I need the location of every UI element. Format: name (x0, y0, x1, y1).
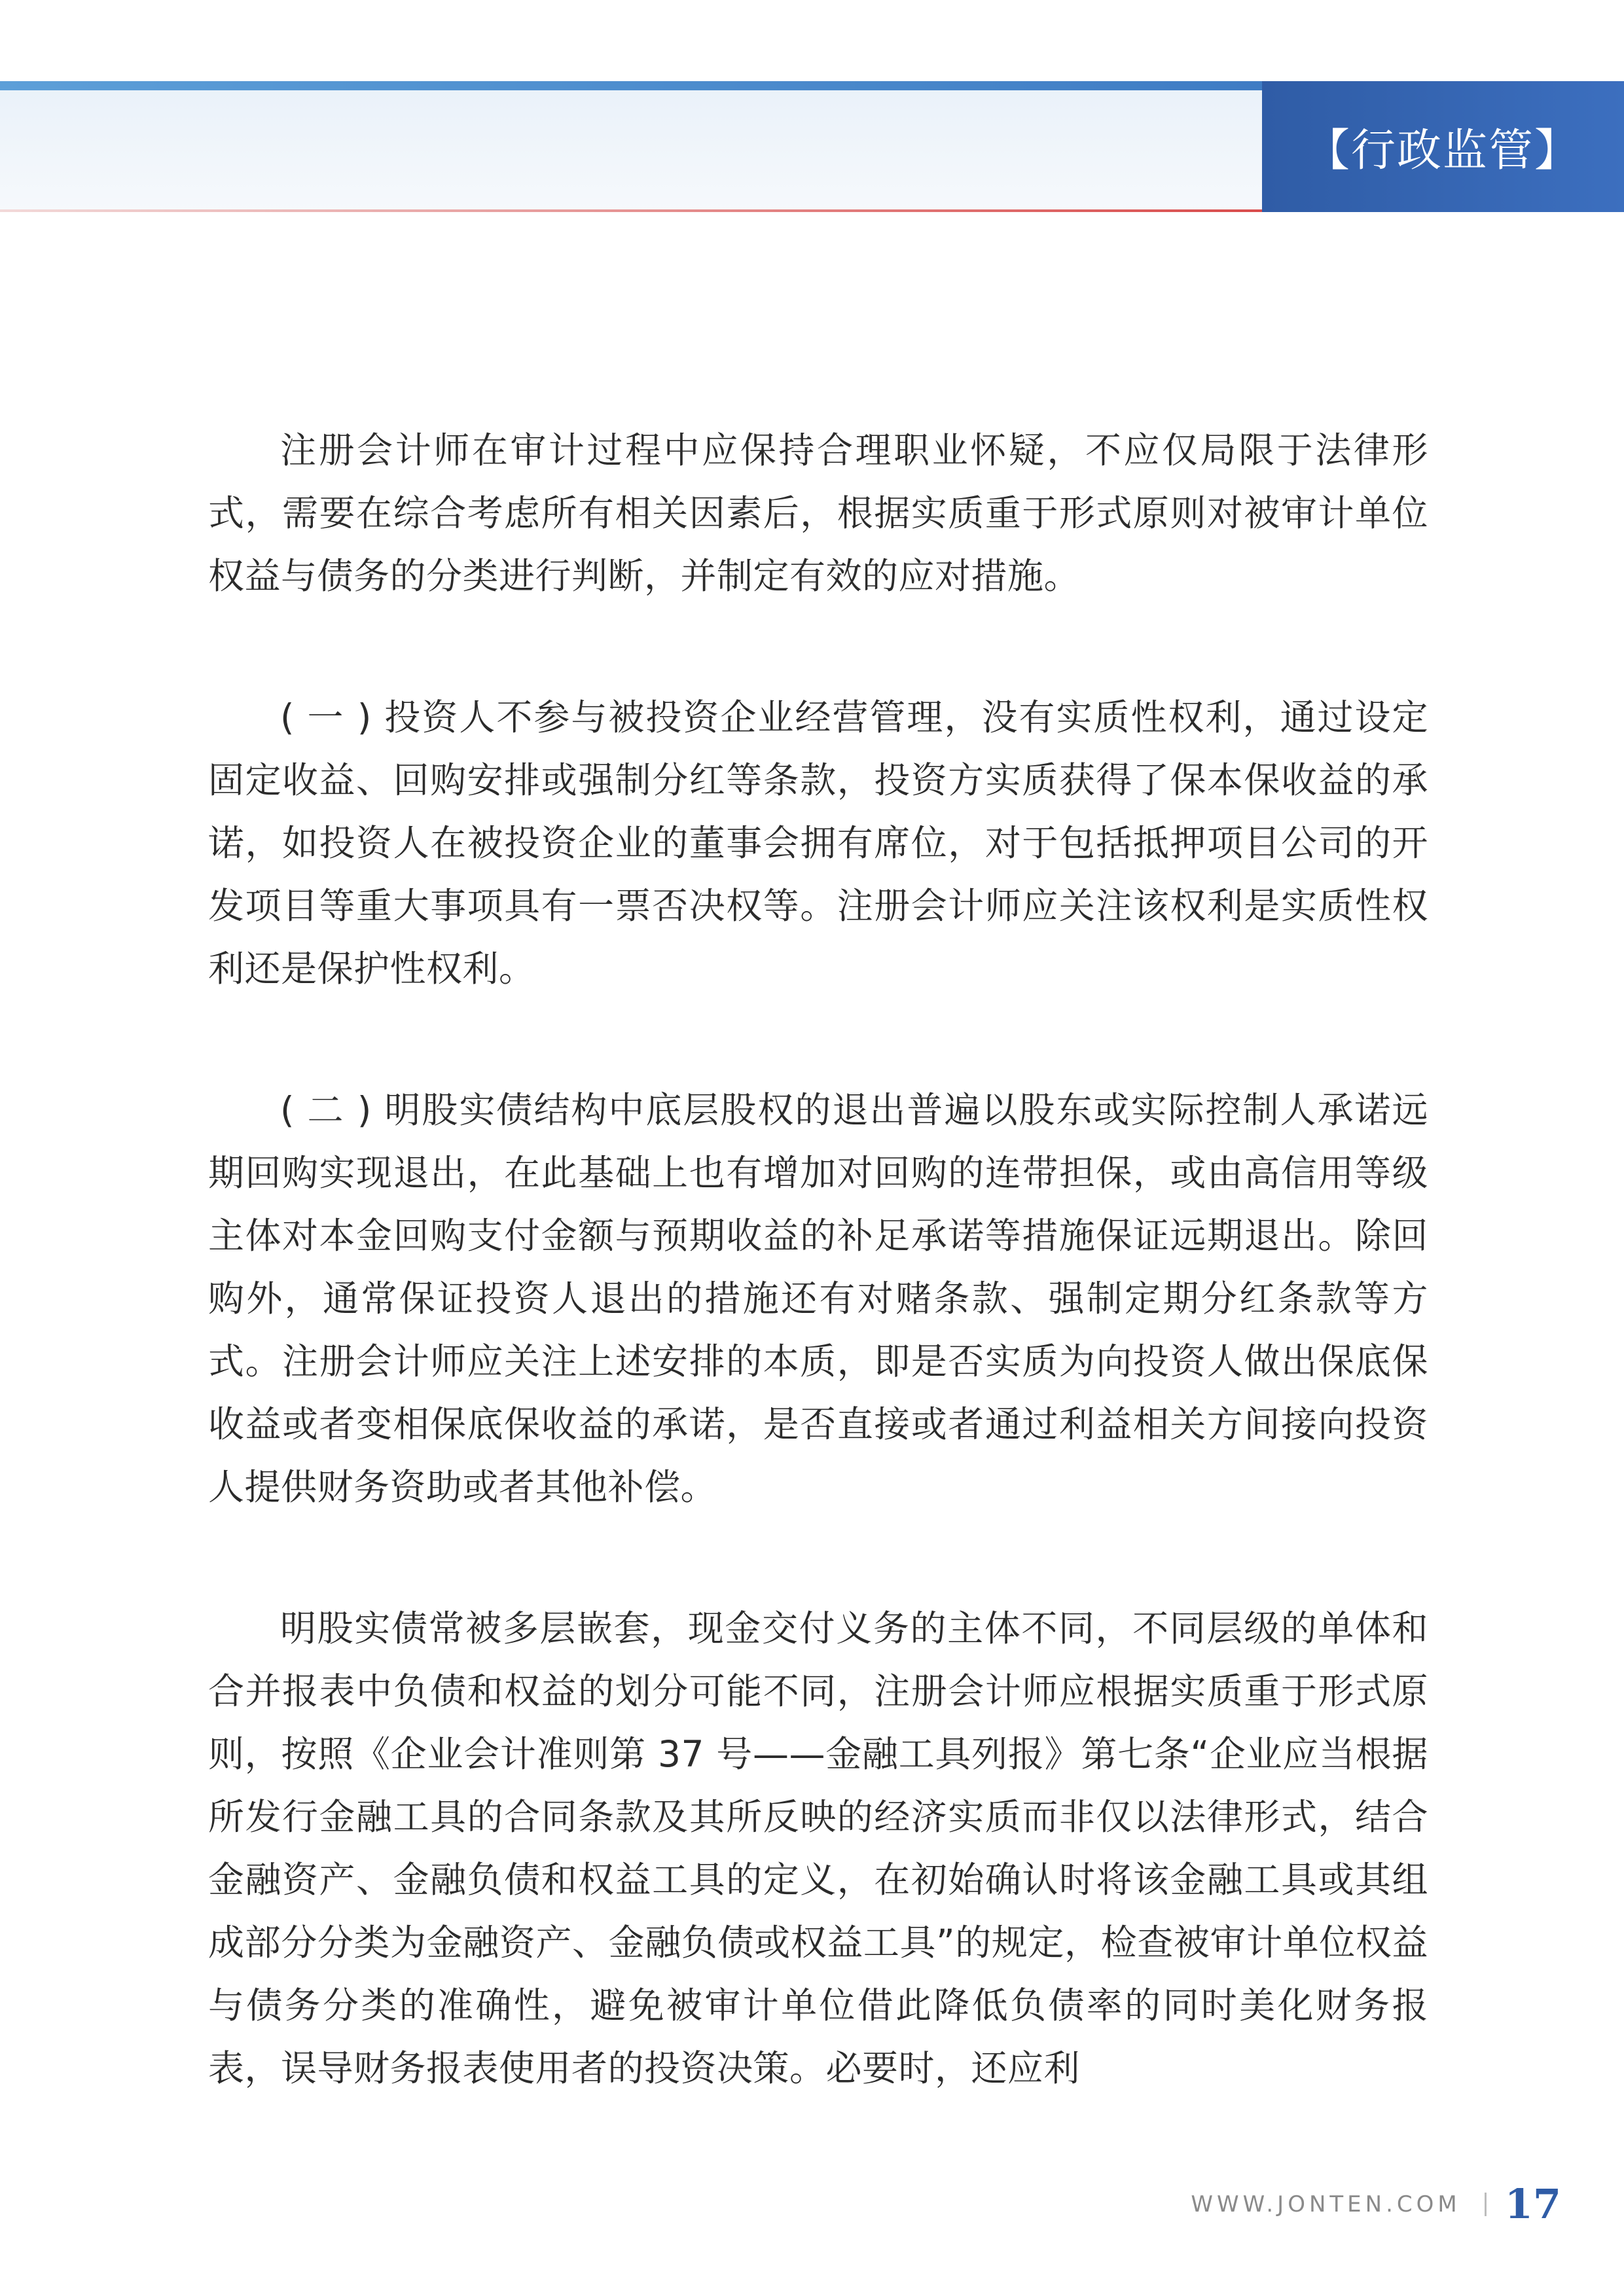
footer-url: WWW.JONTEN.COM (1191, 2191, 1461, 2217)
page-footer (1191, 2180, 1561, 2228)
paragraph: ( 二 ) 明股实债结构中底层股权的退出普遍以股东或实际控制人承诺远期回购实现退出，在此基础上也有增加对回购的连带担保，或由高信用等级主体对本金回购支付金额与预期收益的补足承诺等措施保证远期退出。除回购外，通常保证投资人退出的措施还有对赌条款、强制定期分红条款等方式。注册会计师应关注上述安排的本质，即是否实质为向投资人做出保底保收益或者变相保底保收益的承诺，是否直接或者通过利益相关方间接向投资人提供财务资助或者其他补偿。 (208, 1089, 1428, 1508)
header-bottom-rule (0, 209, 1262, 212)
paragraph: ( 一 ) 投资人不参与被投资企业经营管理，没有实质性权利，通过设定固定收益、回购安排或强制分红等条款，投资方实质获得了保本保收益的承诺，如投资人在被投资企业的董事会拥有席位，对于包括抵押项目公司的开发项目等重大事项具有一票否决权等。注册会计师应关注该权利是实质性权利还是保护性权利。 (208, 696, 1428, 990)
header-top-rule (0, 81, 1262, 90)
paragraph: 明股实债常被多层嵌套，现金交付义务的主体不同，不同层级的单体和合并报表中负债和权益的划分可能不同，注册会计师应根据实质重于形式原则，按照《企业会计准则第 37 号——金融工具列报》第七条“企业应当根据所发行金融工具的合同条款及其所反映的经济实质而非仅以法律形式，结合金融资产、金融负债和权益工具的定义，在初始确认时将该金融工具或其组成部分分类为金融资产、金融负债或权益工具”的规定，检查被审计单位权益与债务分类的准确性，避免被审计单位借此降低负债率的同时美化财务报表，误导财务报表使用者的投资决策。必要时，还应利 (208, 1607, 1428, 2089)
header-band (0, 81, 1262, 212)
footer-divider (1485, 2193, 1487, 2216)
article-body (208, 419, 1428, 2178)
paragraph: 注册会计师在审计过程中应保持合理职业怀疑，不应仅局限于法律形式，需要在综合考虑所有相关因素后，根据实质重于形式原则对被审计单位权益与债务的分类进行判断，并制定有效的应对措施。 (208, 429, 1428, 597)
section-label: 【行政监管】 (1305, 124, 1581, 177)
section-tab (1262, 81, 1624, 212)
page-number: 17 (1504, 2180, 1561, 2228)
